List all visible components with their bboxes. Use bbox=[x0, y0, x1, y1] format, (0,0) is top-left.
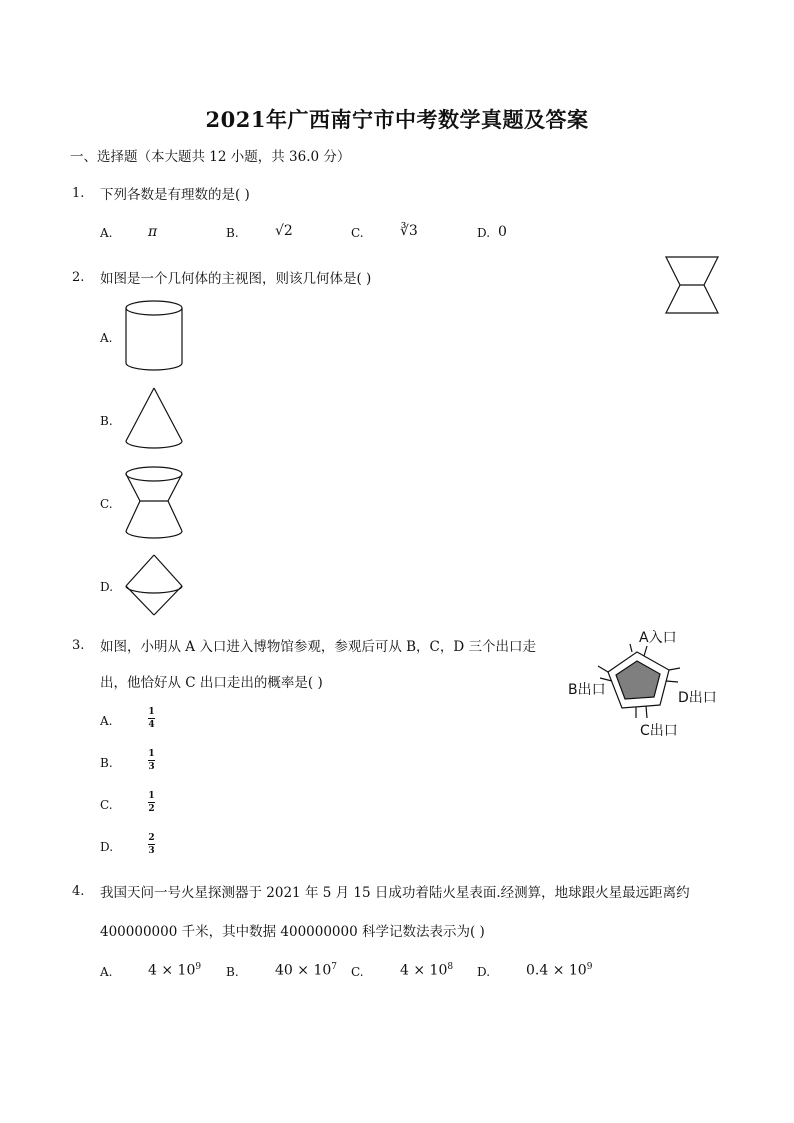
option-letter: A. bbox=[100, 965, 113, 979]
option-letter: C. bbox=[351, 965, 364, 979]
label-exit-c: C出口 bbox=[640, 723, 678, 739]
option-value: √2 bbox=[275, 223, 293, 239]
sci-base: 4 × 10 bbox=[400, 962, 448, 979]
option-value bbox=[526, 962, 592, 979]
question-text: 如图，小明从 A 入口进入博物馆参观，参观后可从 B，C，D 三个出口走 bbox=[100, 639, 536, 655]
label-entrance-a: A入口 bbox=[639, 630, 677, 646]
page-title: 2021年广西南宁市中考数学真题及答案 bbox=[205, 107, 589, 132]
option-fraction bbox=[148, 833, 155, 856]
sci-exponent: 7 bbox=[331, 962, 337, 972]
museum-map-figure bbox=[592, 648, 692, 722]
sci-exponent: 9 bbox=[586, 962, 593, 972]
question-number: 2. bbox=[72, 270, 85, 285]
option-letter: B. bbox=[100, 414, 113, 428]
option-letter: D. bbox=[477, 965, 491, 979]
option-fraction bbox=[148, 707, 155, 730]
option-value: 0 bbox=[498, 224, 507, 240]
sci-exponent: 9 bbox=[195, 962, 202, 972]
cone-figure bbox=[124, 387, 184, 451]
option-value bbox=[275, 962, 337, 979]
option-letter: B. bbox=[100, 756, 113, 770]
option-letter: D. bbox=[477, 226, 491, 240]
double-cone-figure bbox=[124, 554, 184, 618]
question-text: 下列各数是有理数的是( ) bbox=[100, 187, 250, 203]
front-view-figure bbox=[664, 256, 720, 314]
fraction-numerator: 2 bbox=[148, 833, 155, 843]
question-number: 4. bbox=[72, 884, 85, 899]
option-value: ∛3 bbox=[400, 223, 418, 239]
label-exit-b: B出口 bbox=[568, 682, 606, 698]
question-number: 3. bbox=[72, 638, 85, 653]
fraction-denominator: 2 bbox=[148, 804, 155, 814]
option-value bbox=[400, 962, 453, 979]
label-exit-d: D出口 bbox=[678, 690, 717, 706]
sci-base: 4 × 10 bbox=[148, 962, 196, 979]
question-text: 400000000 千米，其中数据 400000000 科学记数法表示为( ) bbox=[100, 924, 485, 940]
fraction-numerator: 1 bbox=[148, 791, 155, 801]
option-value: π bbox=[148, 224, 158, 240]
option-letter: A. bbox=[100, 226, 113, 240]
fraction-numerator: 1 bbox=[148, 749, 155, 759]
option-letter: C. bbox=[100, 497, 113, 511]
option-letter: A. bbox=[100, 714, 113, 728]
option-value bbox=[148, 962, 201, 979]
sci-base: 0.4 × 10 bbox=[526, 962, 587, 979]
fraction-denominator: 3 bbox=[148, 762, 155, 772]
option-letter: B. bbox=[226, 965, 239, 979]
fraction-numerator: 1 bbox=[148, 707, 155, 717]
option-letter: B. bbox=[226, 226, 239, 240]
sci-base: 40 × 10 bbox=[275, 962, 332, 979]
option-fraction bbox=[148, 749, 155, 772]
option-letter: D. bbox=[100, 580, 114, 594]
section-heading: 一、选择题（本大题共 12 小题，共 36.0 分） bbox=[70, 149, 351, 165]
fraction-denominator: 4 bbox=[148, 720, 155, 730]
question-text: 如图是一个几何体的主视图，则该几何体是( ) bbox=[100, 271, 372, 287]
option-fraction bbox=[148, 791, 155, 814]
question-text: 出，他恰好从 C 出口走出的概率是( ) bbox=[100, 675, 323, 691]
option-letter: D. bbox=[100, 840, 114, 854]
sci-exponent: 8 bbox=[447, 962, 454, 972]
question-text: 我国天问一号火星探测器于 2021 年 5 月 15 日成功着陆火星表面.经测算，地球跟火星最远距离约 bbox=[100, 885, 690, 901]
option-letter: C. bbox=[100, 798, 113, 812]
cylinder-figure bbox=[124, 299, 184, 373]
fraction-denominator: 3 bbox=[148, 846, 155, 856]
option-letter: A. bbox=[100, 331, 113, 345]
question-number: 1. bbox=[72, 186, 85, 201]
option-letter: C. bbox=[351, 226, 364, 240]
hourglass-double-cone-figure bbox=[124, 465, 184, 541]
